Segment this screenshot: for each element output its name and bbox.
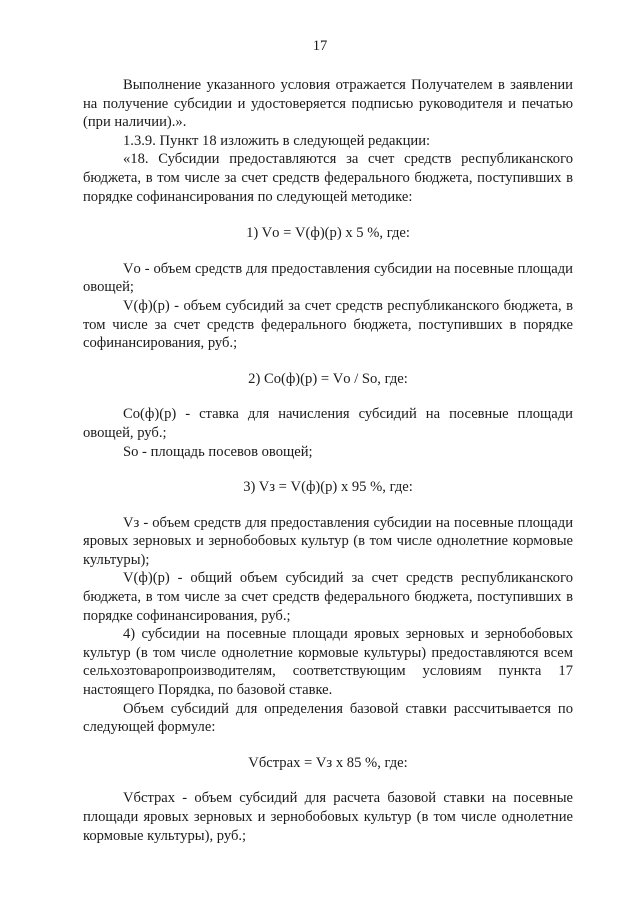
definition-vfr-2: V(ф)(р) - общий объем субсидий за счет средств республиканского бюджета, в том числе за счет средств федерального бюджета, поступивших в порядке софинансирования, руб.;	[83, 570, 573, 624]
document-body	[83, 76, 573, 845]
paragraph-item-1-3-9: 1.3.9. Пункт 18 изложить в следующей редакции:	[123, 132, 431, 149]
definition-vz: Vз - объем средств для предоставления субсидии на посевные площади яровых зерновых и зернобобовых культур (в том числе однолетние кормовые культуры);	[83, 514, 573, 568]
paragraph-base-rate: Объем субсидий для определения базовой ставки рассчитывается по следующей формуле:	[83, 700, 573, 736]
definition-vo: Vо - объем средств для предоставления субсидии на посевные площади овощей;	[83, 260, 573, 296]
definition-so: Sо - площадь посевов овощей;	[123, 443, 313, 460]
definition-vfr-1: V(ф)(р) - объем субсидий за счет средств республиканского бюджета, в том числе за счет средств федерального бюджета, поступивших в порядке софинансирования, руб.;	[83, 297, 573, 352]
paragraph-item-18: «18. Субсидии предоставляются за счет средств республиканского бюджета, в том числе за счет средств федерального бюджета, поступивших в порядке софинансирования по следующей методике:	[83, 151, 573, 205]
page-number: 17	[312, 38, 328, 54]
definition-vbstrah: Vбстрах - объем субсидий для расчета базовой ставки на посевные площади яровых зерновых и зернобобовых культур (в том числе однолетние кормовые культуры), руб.;	[83, 790, 573, 844]
definition-cofr: Cо(ф)(р) - ставка для начисления субсидий на посевные площади овощей, руб.;	[83, 406, 573, 441]
paragraph-item-4: 4) субсидии на посевные площади яровых зерновых и зернобобовых культур (в том числе однолетние кормовые культуры) предоставляются всем сельхозтоваропроизводителям, соответствующим условиям пункта 17 настоящего Порядка, по базовой ставке.	[83, 626, 573, 699]
formula-4: Vбстрах = Vз x 85 %, где:	[248, 754, 408, 771]
formula-1: 1) Vо = V(ф)(р) x 5 %, где:	[246, 225, 410, 242]
formula-3: 3) Vз = V(ф)(р) x 95 %, где:	[243, 479, 413, 496]
paragraph-condition: Выполнение указанного условия отражается Получателем в заявлении на получение субсидии и удостоверяется подписью руководителя и печатью (при наличии).».	[83, 77, 573, 131]
formula-2: 2) Cо(ф)(р) = Vо / Sо, где:	[248, 370, 408, 387]
